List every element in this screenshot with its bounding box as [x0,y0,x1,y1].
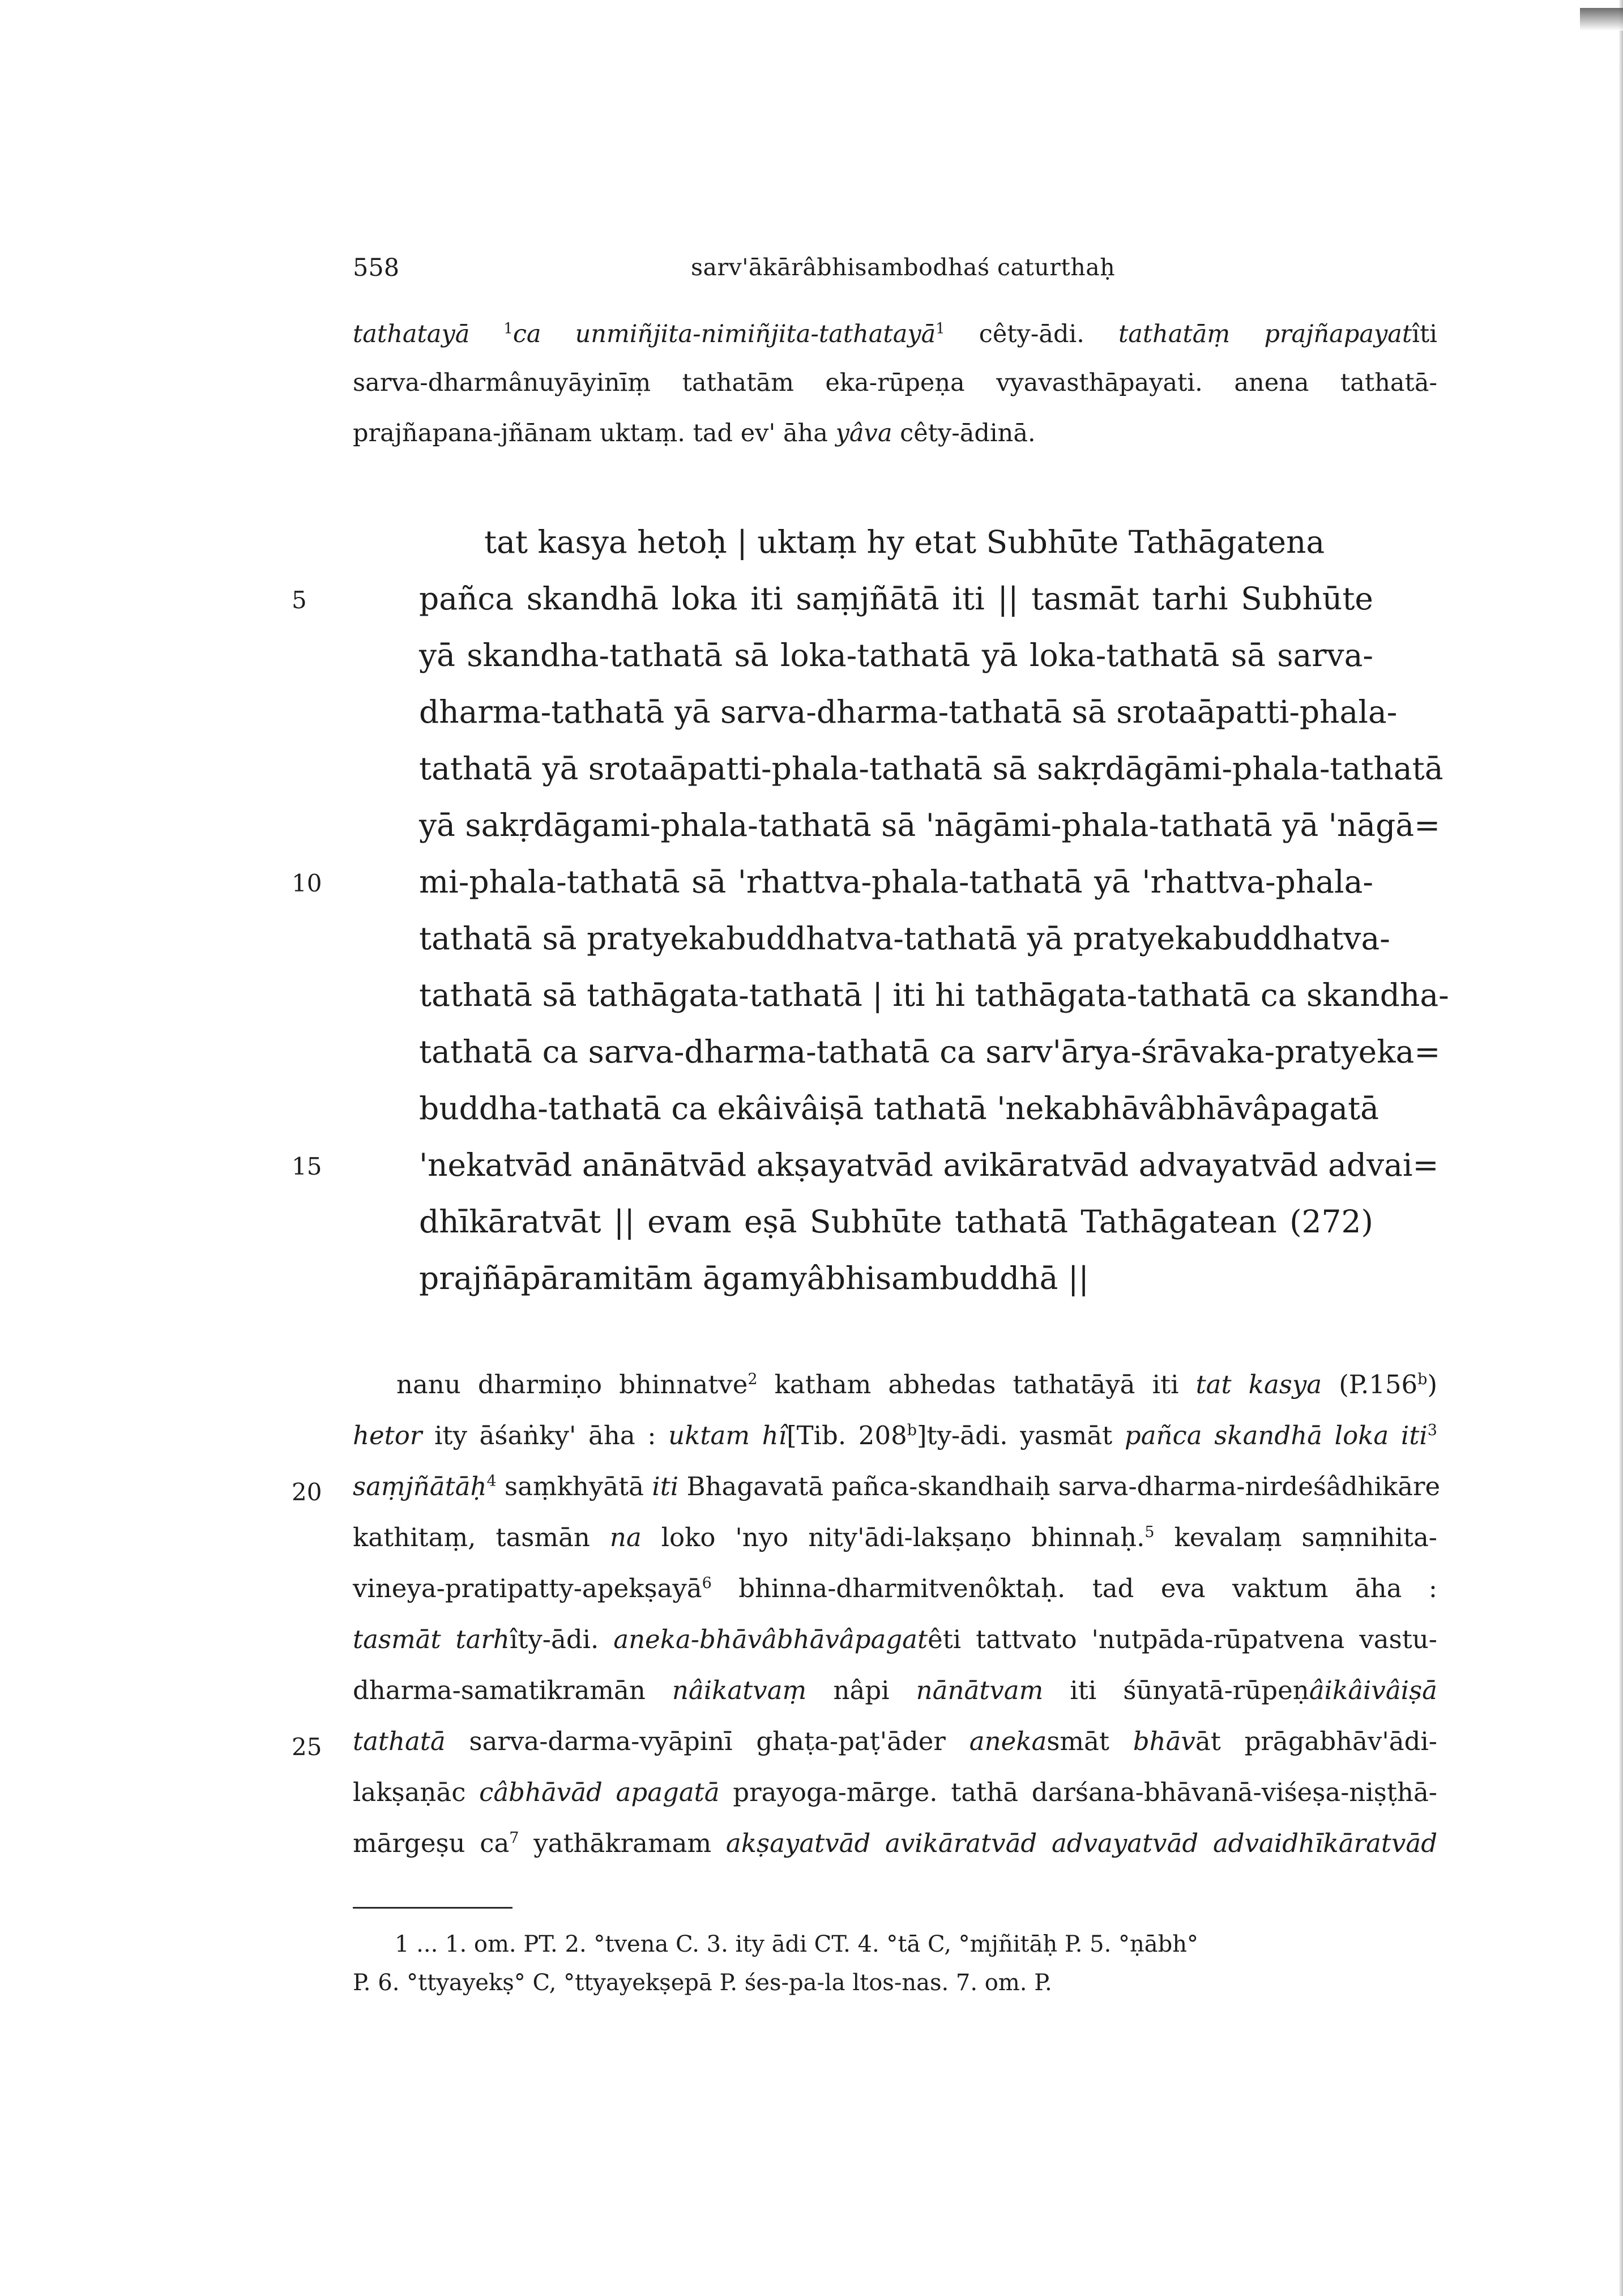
root-line: tathatā sā pratyekabuddhatva-tathatā yā pratyekabuddhatva- [419,920,1390,957]
commentary-line: nanu dharmiṇo bhinnatve$^2$ katham abhedas tathatāyā iti tat kasya (P.156$^b$) [396,1369,1438,1399]
commentary-line: vineya-pratipatty-apekṣayā$^6$ bhinna-dharmitvenôktaḥ. tad eva vaktum āha : [353,1573,1437,1603]
root-line: 'nekatvād anānātvād akṣayatvād avikāratvād advayatvād advai= [419,1147,1439,1183]
commentary-line: sarva-dharmânuyāyinīṃ tathatām eka-rūpeṇa vyavasthāpayati. anena tathatā- [353,369,1437,397]
commentary-line: kathitaṃ, tasmān na loko 'nyo nity'ādi-lakṣaṇo bhinnaḥ.$^5$ kevalaṃ saṃnihita- [353,1522,1437,1552]
page-number: 558 [353,254,400,282]
commentary-line: tasmāt tarhîty-ādi. aneka-bhāvâbhāvâpagatêti tattvato 'nutpāda-rūpatvena vastu- [353,1624,1437,1654]
page-edge-shadow [1618,0,1623,2296]
line-number: 15 [292,1153,322,1180]
line-number: 5 [292,586,307,614]
root-line: tathatā sā tathāgata-tathatā | iti hi tathāgata-tathatā ca skandha- [419,977,1449,1013]
root-line: tathatā ca sarva-dharma-tathatā ca sarv'ārya-śrāvaka-pratyeka= [419,1034,1441,1070]
commentary-line: tathatā sarva-darma-vyāpinī ghaṭa-paṭ'āder anekasmāt bhāvāt prāgabhāv'ādi- [353,1726,1438,1756]
root-line: buddha-tathatā ca ekâivâiṣā tathatā 'nekabhāvâbhāvâpagatā [419,1090,1379,1126]
line-number: 25 [292,1733,322,1761]
root-line: prajñāpāramitām āgamyâbhisambuddhā || [419,1260,1089,1296]
footnote-line: P. 6. °ttyayekṣ° C, °ttyayekṣepā P. śes-pa-la ltos-nas. 7. om. P. [353,1970,1052,1996]
scan-corner-mark [1580,8,1623,31]
commentary-line: dharma-samatikramān nâikatvaṃ nâpi nānātvam iti śūnyatā-rūpeṇâikâivâiṣā [353,1675,1437,1705]
line-number: 20 [292,1478,322,1506]
root-line: yā sakṛdāgami-phala-tathatā sā 'nāgāmi-phala-tathatā yā 'nāgā= [419,807,1441,843]
commentary-line: prajñapana-jñānam uktaṃ. tad ev' āha yâva cêty-ādinā. [353,419,1036,447]
root-line: yā skandha-tathatā sā loka-tathatā yā loka-tathatā sā sarva- [419,637,1373,673]
commentary-line: hetor ity āśaṅky' āha : uktam hî[Tib. 208$^b$]ty-ādi. yasmāt pañca skandhā loka iti$^3$ [353,1420,1437,1450]
root-line: mi-phala-tathatā sā 'rhattva-phala-tathatā yā 'rhattva-phala- [419,864,1373,900]
running-title: sarv'ākārâbhisambodhaś caturthaḥ [691,254,1116,281]
root-line: dharma-tathatā yā sarva-dharma-tathatā sā srotaāpatti-phala- [419,694,1398,730]
commentary-line: mārgeṣu $ca^7$ yathākramam akṣayatvād avikāratvād advayatvād advaidhīkāratvād [353,1828,1438,1858]
commentary-line: lakṣaṇāc câbhāvād apagatā prayoga-mārge. tathā darśana-bhāvanā-viśeṣa-niṣṭhā- [353,1777,1437,1807]
line-number: 10 [292,869,322,897]
commentary-line: saṃjñātāḥ$^4$ saṃkhyātā iti Bhagavatā pañca-skandhaiḥ sarva-dharma-nirdeśâdhikāre [353,1471,1441,1501]
root-line: tat kasya hetoḥ | uktaṃ hy etat Subhūte Tathāgatena [484,524,1325,560]
page-header [0,254,1623,293]
footnote-rule [353,1907,512,1909]
root-line: tathatā yā srotaāpatti-phala-tathatā sā sakṛdāgāmi-phala-tathatā [419,750,1443,787]
root-line: pañca skandhā loka iti saṃjñātā iti || tasmāt tarhi Subhūte [419,581,1373,617]
footnote-line: 1 ... 1. om. PT. 2. °tvena C. 3. ity ādi CT. 4. °tā C, °mjñitāḥ P. 5. °ṇābh° [395,1931,1199,1957]
commentary-line: tathatayā $^1$ca unmiñjita-nimiñjita-tathatayā$^1$ cêty-ādi. tathatāṃ prajñapayatîti [353,320,1437,348]
root-line: dhīkāratvāt || evam eṣā Subhūte tathatā Tathāgatean (272) [419,1204,1373,1240]
